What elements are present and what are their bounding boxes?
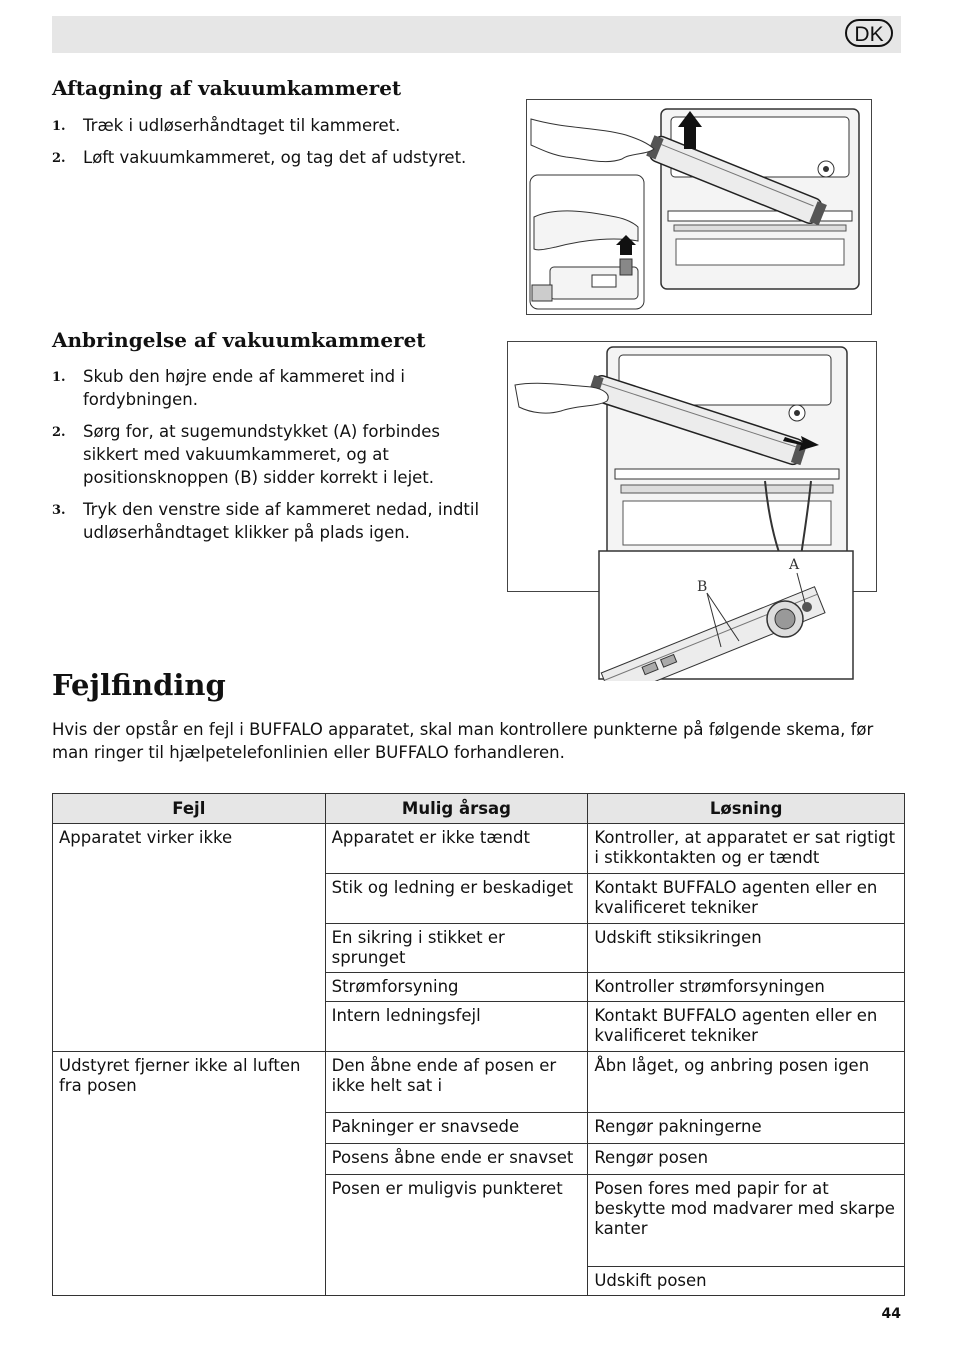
placement-illustration [507,341,877,681]
troubleshooting-table [52,793,905,1296]
solution-cell: Posen fores med papir for at beskytte mod madvarer med skarpe kanter [588,1175,905,1267]
column-header-fault: Fejl [53,794,326,824]
cause-cell: Apparatet er ikke tændt [325,824,588,874]
label-a: A [789,557,800,573]
removal-steps [52,114,482,178]
cause-cell: Posen er muligvis punkteret [325,1175,588,1296]
cause-cell: Strømforsyning [325,973,588,1002]
header-bar [52,16,901,53]
column-header-solution: Løsning [588,794,905,824]
placement-heading: Anbringelse af vakuumkammeret [52,328,426,352]
removal-illustration [526,99,872,315]
solution-cell: Kontakt BUFFALO agenten eller en kvalificeret tekniker [588,1002,905,1052]
cause-cell: Stik og ledning er beskadiget [325,874,588,924]
solution-cell: Rengør posen [588,1144,905,1175]
solution-cell: Kontroller, at apparatet er sat rigtigt i stikkontakten og er tændt [588,824,905,874]
troubleshooting-heading: Fejlfinding [52,668,226,702]
cause-cell: Den åbne ende af posen er ikke helt sat i [325,1052,588,1113]
solution-cell: Udskift posen [588,1267,905,1296]
table-row [53,1052,905,1113]
removal-step: 2. Løft vakuumkammeret, og tag det af udstyret. [52,148,467,167]
cause-cell: En sikring i stikket er sprunget [325,924,588,973]
fault-cell: Apparatet virker ikke [53,824,326,1052]
placement-steps [52,365,482,553]
label-b: B [697,579,708,595]
table-header-row [53,794,905,824]
removal-step: 1. Træk i udløserhåndtaget til kammeret. [52,116,401,135]
solution-cell: Rengør pakningerne [588,1113,905,1144]
column-header-cause: Mulig årsag [325,794,588,824]
cause-cell: Intern ledningsfejl [325,1002,588,1052]
removal-heading: Aftagning af vakuumkammeret [52,76,402,100]
solution-cell: Kontroller strømforsyningen [588,973,905,1002]
page-number: 44 [881,1306,901,1322]
solution-cell: Åbn låget, og anbring posen igen [588,1052,905,1113]
solution-cell: Udskift stiksikringen [588,924,905,973]
cause-cell: Pakninger er snavsede [325,1113,588,1144]
placement-step: 1. Skub den højre ende af kammeret ind i fordybningen. [52,367,405,409]
troubleshooting-intro: Hvis der opstår en fejl i BUFFALO apparatet, skal man kontrollere punkterne på følgende skema, før man ringer til hjælpetelefonlinien eller BUFFALO forhandleren. [52,720,874,762]
placement-step: 2. Sørg for, at sugemundstykket (A) forbindes sikkert med vakuumkammeret, og at positionsknoppen (B) sidder korrekt i lejet. [52,422,440,487]
language-badge: DK [845,19,893,47]
solution-cell: Kontakt BUFFALO agenten eller en kvalificeret tekniker [588,874,905,924]
cause-cell: Posens åbne ende er snavset [325,1144,588,1175]
placement-step: 3. Tryk den venstre side af kammeret nedad, indtil udløserhåndtaget klikker på plads igen. [52,500,480,542]
fault-cell: Udstyret fjerner ikke al luften fra posen [53,1052,326,1296]
table-row [53,824,905,874]
